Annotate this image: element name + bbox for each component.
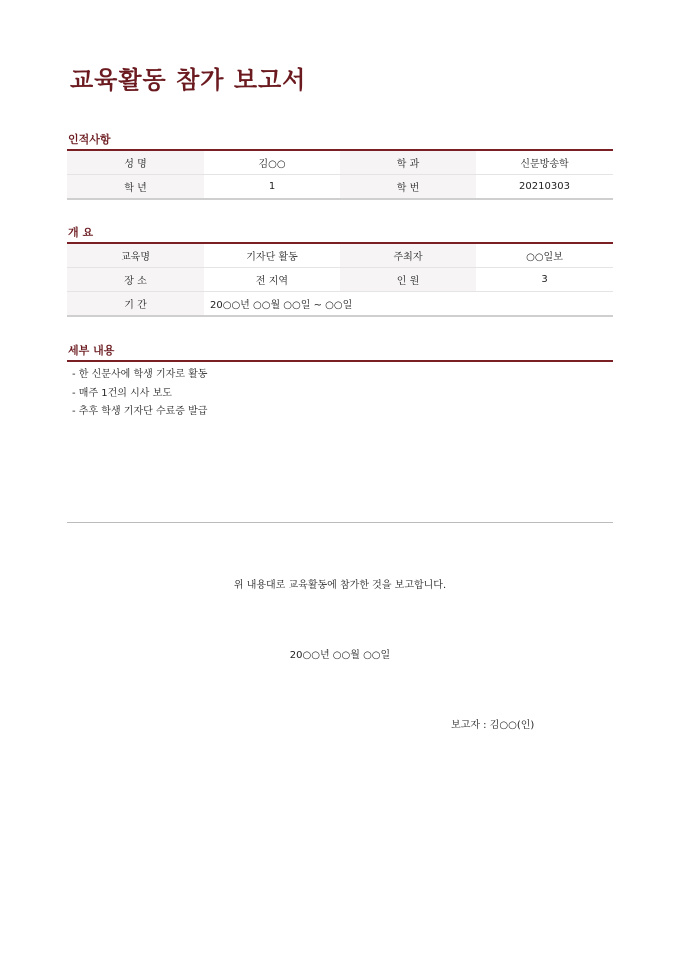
program-label: 교육명 [67, 243, 204, 268]
headcount-label: 인 원 [340, 268, 476, 292]
student-id-label: 학 번 [340, 175, 476, 200]
report-date: 20○○년 ○○월 ○○일 [289, 650, 391, 661]
headcount-value: 3 [476, 268, 613, 292]
organizer-value: ○○일보 [476, 243, 613, 268]
name-value: 김○○ [204, 150, 340, 175]
department-label: 학 과 [340, 150, 476, 175]
name-label: 성 명 [67, 150, 204, 175]
personal-section-label: 인적사항 [68, 133, 111, 146]
table-row [67, 292, 613, 317]
list-item: - 한 신문사에 학생 기자로 활동 [72, 369, 208, 380]
table-row [67, 268, 613, 292]
personal-info-table [67, 149, 613, 200]
details-divider [67, 360, 613, 362]
table-row [67, 243, 613, 268]
organizer-label: 주최자 [340, 243, 476, 268]
period-label: 기 간 [67, 292, 204, 317]
details-section-label: 세부 내용 [68, 344, 115, 357]
document-title: 교육활동 참가 보고서 [70, 66, 307, 94]
details-list [72, 366, 207, 422]
overview-table [67, 242, 613, 317]
content-end-divider [67, 522, 613, 523]
reporter-signature: 보고자 : 김○○(인) [451, 720, 535, 731]
grade-label: 학 년 [67, 175, 204, 200]
location-value: 전 지역 [204, 268, 340, 292]
report-statement: 위 내용대로 교육활동에 참가한 것을 보고합니다. [233, 580, 447, 591]
overview-section-label: 개 요 [68, 226, 94, 239]
location-label: 장 소 [67, 268, 204, 292]
period-value: 20○○년 ○○월 ○○일 ~ ○○일 [204, 292, 613, 317]
list-item: - 추후 학생 기자단 수료증 발급 [72, 406, 208, 417]
department-value: 신문방송학 [476, 150, 613, 175]
grade-value: 1 [204, 175, 340, 200]
student-id-value: 20210303 [476, 175, 613, 200]
list-item: - 매주 1건의 시사 보도 [72, 387, 172, 399]
program-value: 기자단 활동 [204, 243, 340, 268]
table-row [67, 175, 613, 200]
table-row [67, 150, 613, 175]
